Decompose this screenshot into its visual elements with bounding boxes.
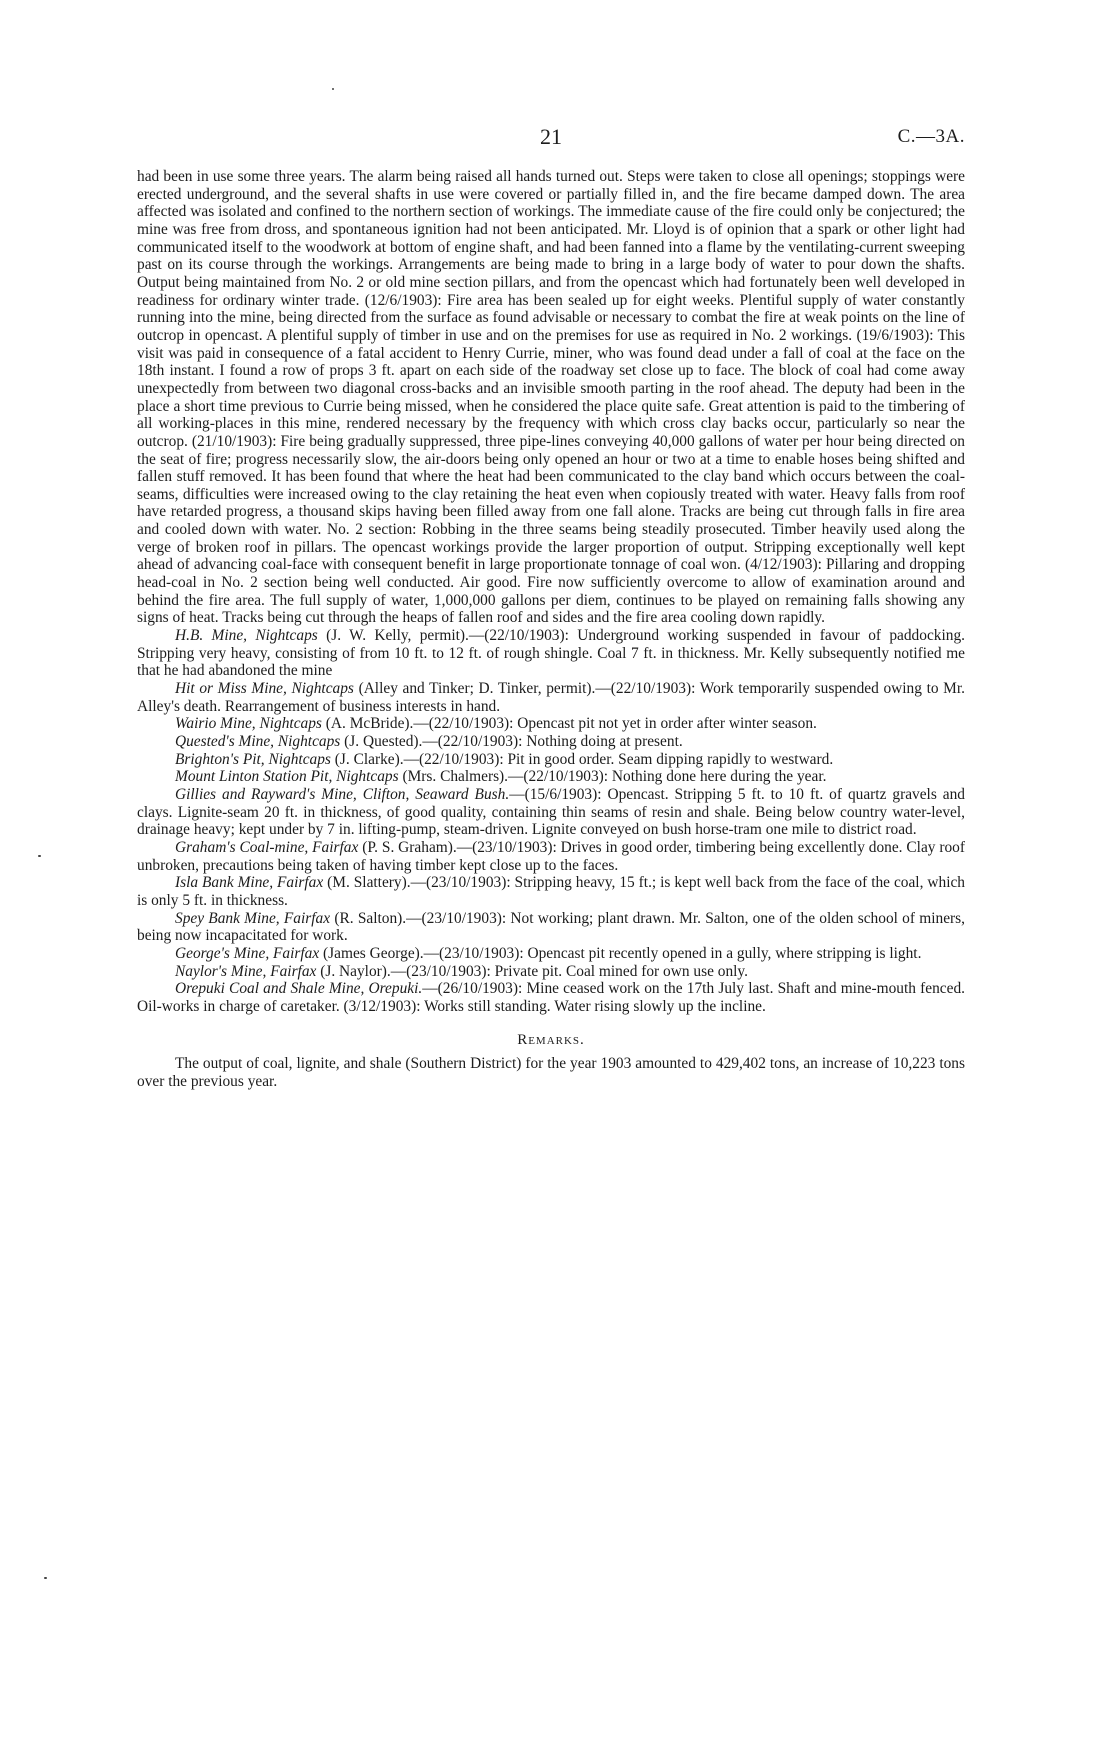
mine-entry-text: (J. Clarke).—(22/10/1903): Pit in good order. Seam dipping rapidly to westward.: [330, 750, 834, 768]
mine-entry: [137, 786, 965, 839]
mine-name: Wairio Mine, Nightcaps: [175, 715, 322, 733]
mine-name: Graham's Coal-mine, Fairfax: [175, 838, 359, 856]
mine-entry: [137, 733, 965, 751]
mine-entry-text: (Alley and Tinker; D. Tinker, permit).—(22/10/1903): Work temporarily suspended owing to Mr. Alley's death. Rearrangement of business interests in hand.: [137, 680, 965, 715]
mine-name: Quested's Mine, Nightcaps: [175, 733, 341, 750]
remarks-text: The output of coal, lignite, and shale (Southern District) for the year 1903 amounted to 429,402 tons, an increase of 10,223 tons over the previous year.: [137, 1055, 965, 1090]
page-number: 21: [540, 124, 562, 149]
mine-name: Orepuki Coal and Shale Mine, Orepuki.: [175, 980, 423, 998]
mine-entry-text: (M. Slattery).—(23/10/1903): Stripping heavy, 15 ft.; is kept well back from the face of the coal, which is only 5 ft. in thickness.: [137, 874, 965, 909]
document-reference: C.—3A.: [897, 126, 965, 147]
remarks-heading: Remarks.: [517, 1031, 585, 1048]
mine-entry-text: (J. Naylor).—(23/10/1903): Private pit. Coal mined for own use only.: [316, 962, 748, 980]
mine-name: Isla Bank Mine, Fairfax: [175, 874, 324, 892]
mine-entry-text: (Mrs. Chalmers).—(22/10/1903): Nothing done here during the year.: [398, 768, 827, 786]
mine-entry: [137, 715, 965, 733]
mine-entry: [137, 874, 965, 909]
mine-entry: [137, 680, 965, 715]
continued-paragraph: had been in use some three years. The alarm being raised all hands turned out. Steps were taken to close all openings; stoppings were erected underground, and the several shafts in use were covered or partially filled in, and the fire became damped down. The area affected was isolated and confined to the northern section of workings. The immediate cause of the fire could only be conjectured; the mine was free from dross, and spontaneous ignition had not been anticipated. Mr. Lloyd is of opinion that a spark or other light had communicated itself to the woodwork at bottom of engine shaft, and had been fanned into a flame by the ventilating-current sweeping past on its course through the workings. Arrangements are being made to bring in a large body of water to pour down the shafts. Output being maintained from No. 2 or old mine section pillars, and from the opencast which had fortunately been well developed in readiness for ordinary winter trade. (12/6/1903): Fire area has been sealed up for eight weeks. Plentiful supply of water constantly running into the mine, being directed from the surface as found advisable or necessary to combat the fire at weak points on the line of outcrop in opencast. A plentiful supply of timber in use and on the premises for use as required in No. 2 workings. (19/6/1903): This visit was paid in consequence of a fatal accident to Henry Currie, miner, who was found dead under a fall of coal at the face on the 18th instant. I found a row of props 3 ft. apart on each side of the roadway set close up to face. The block of coal had come away unexpectedly from between two diagonal cross-backs and an invisible smooth parting in the roof ahead. The deputy had been in the place a short time previous to Currie being missed, when he considered the place quite safe. Great attention is paid to the timbering of all working-places in this mine, rendered necessary by the frequency with which cross clay backs occur, particularly so near the outcrop. (21/10/1903): Fire being gradually suppressed, three pipe-lines conveying 40,000 gallons of water per hour being directed on the seat of fire; progress necessarily slow, the air-doors being only opened an hour or two at a time to enable hoses being shifted and fallen stuff removed. It has been found that where the heat had been communicated to the clay band which occurs between the coal-seams, difficulties were increased owing to the clay retaining the heat even when copiously treated with water. Heavy falls from roof have retarded progress, a thousand skips having been filled away from one fall alone. Tracks are being cut through falls in fire area and cooled down with water. No. 2 section: Robbing in the three seams being steadily prosecuted. Timber heavily used along the verge of broken roof in pillars. The opencast workings provide the larger proportion of output. Stripping exceptionally well kept ahead of advancing coal-face with consequent benefit in large proportionate tonnage of coal won. (4/12/1903): Pillaring and dropping head-coal in No. 2 section being well conducted. Air good. Fire now sufficiently overcome to allow of examination around and behind the fire area. The full supply of water, 1,000,000 gallons per diem, continues to be played on remaining falls showing any signs of heat. Tracks being cut through the heaps of fallen roof and sides and the fire area cooling down rapidly.: [137, 168, 965, 627]
mine-name: Mount Linton Station Pit, Nightcaps: [175, 768, 399, 786]
mine-entry: [137, 751, 965, 769]
mine-entry-text: (P. S. Graham).—(23/10/1903): Drives in good order, timbering being excellently done. Clay roof unbroken, precautions being taken of having timber kept close up to the faces.: [137, 838, 965, 874]
mine-name: Naylor's Mine, Fairfax: [175, 962, 317, 980]
mine-entry: [137, 963, 965, 981]
scan-speck: [38, 855, 41, 857]
mine-name: Hit or Miss Mine, Nightcaps: [175, 680, 354, 698]
body-text: [137, 168, 965, 1090]
mine-entry-text: (R. Salton).—(23/10/1903): Not working; plant drawn. Mr. Salton, one of the olden school of miners, being now incapacitated for work.: [137, 909, 965, 945]
scan-speck: [44, 1577, 47, 1579]
mine-entry-text: (James George).—(23/10/1903): Opencast pit recently opened in a gully, where stripping is light.: [319, 944, 922, 962]
mine-entry-text: (A. McBride).—(22/10/1903): Opencast pit not yet in order after winter season.: [321, 715, 817, 733]
mine-entry-text: —(15/6/1903): Opencast. Stripping 5 ft. to 10 ft. of quartz gravels and clays. Lignite-seam 20 ft. in thickness, of good quality, containing thin seams of resin and shale. Being below country water-level, drainage heavy; kept under by 7 in. lifting-pump, steam-driven. Lignite conveyed on bush horse-tram one mile to district road.: [137, 785, 966, 839]
mine-name: Gillies and Rayward's Mine, Clifton, Seaward Bush.: [175, 785, 510, 803]
mine-name: H.B. Mine, Nightcaps: [175, 627, 318, 645]
mine-name: Spey Bank Mine, Fairfax: [175, 909, 331, 927]
mine-entry-text: —(26/10/1903): Mine ceased work on the 17th July last. Shaft and mine-mouth fenced. Oil-works in charge of caretaker. (3/12/1903): Works still standing. Water rising slowly up the incline.: [137, 980, 966, 1015]
mine-name: Brighton's Pit, Nightcaps: [175, 750, 331, 768]
mine-entry: [137, 980, 965, 1015]
mine-entry: [137, 945, 965, 963]
scan-speck: [332, 88, 334, 90]
mine-entry: [137, 627, 965, 680]
page-header: [137, 124, 965, 154]
mine-entry-text: (J. W. Kelly, permit).—(22/10/1903): Underground working suspended in favour of paddocking. Stripping very heavy, consisting of from 10 ft. to 12 ft. of rough shingle. Coal 7 ft. in thickness. Mr. Kelly subsequently notified me that he had abandoned the mine: [137, 627, 965, 680]
mine-entry-text: (J. Quested).—(22/10/1903): Nothing doing at present.: [340, 733, 683, 750]
mine-entry: [137, 839, 965, 874]
mine-name: George's Mine, Fairfax: [175, 944, 320, 962]
mine-entry: [137, 910, 965, 945]
mine-entry: [137, 768, 965, 786]
